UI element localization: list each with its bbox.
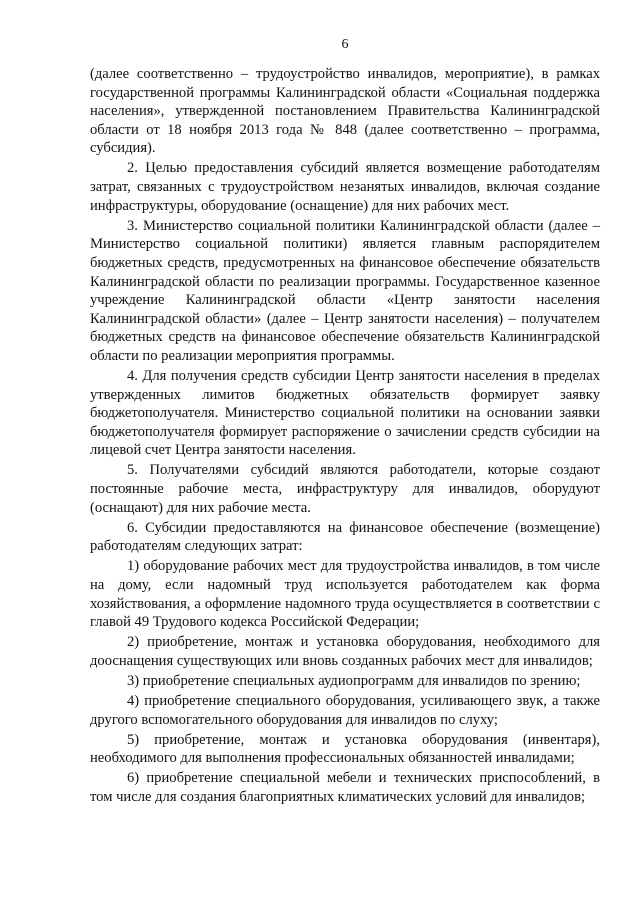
list-item-6: 6) приобретение специальной мебели и технических приспособлений, в том числе для создания благоприятных климатических условий для инвалидов; bbox=[90, 770, 600, 806]
list-item-2: 2) приобретение, монтаж и установка оборудования, необходимого для дооснащения существующих или вновь созданных рабочих мест для инвалидов; bbox=[90, 634, 600, 669]
list-item-3: 3) приобретение специальных аудиопрограмм для инвалидов по зрению; bbox=[127, 673, 581, 689]
document-page bbox=[90, 36, 600, 808]
paragraph-5-recipients: 5. Получателями субсидий являются работодатели, которые создают постоянные рабочие места, инфраструктуру для инвалидов, оборудуют (оснащают) для них рабочие места. bbox=[90, 462, 600, 516]
paragraph-6-costs: 6. Субсидии предоставляются на финансовое обеспечение (возмещение) работодателям следующих затрат: bbox=[90, 519, 600, 555]
list-item-4: 4) приобретение специального оборудования, усиливающего звук, а также другого вспомогательного оборудования для инвалидов по слуху; bbox=[90, 693, 600, 728]
list-item-1: 1) оборудование рабочих мест для трудоустройства инвалидов, в том числе на дому, если надомный труд используется работодателем как форма хозяйствования, а оформление надомного труда осуществляется в соответствии с главой 49 Трудового кодекса Российской Федерации; bbox=[90, 558, 600, 631]
paragraph-4-procedure: 4. Для получения средств субсидии Центр занятости населения в пределах утвержденных лимитов бюджетных обязательств формирует заявку бюджетополучателя. Министерство социальной политики на основании заявки бюджетополучателя формирует распоряжение о зачислении средств субсидии на лицевой счет Центра занятости населения. bbox=[90, 368, 600, 459]
paragraph-2-purpose: 2. Целью предоставления субсидий является возмещение работодателям затрат, связанных с трудоустройством незанятых инвалидов, включая создание инфраструктуры, оборудование (оснащение) для них рабочих мест. bbox=[90, 160, 600, 214]
page-number: 6 bbox=[341, 37, 349, 52]
paragraph-3-ministry: 3. Министерство социальной политики Калининградской области (далее – Министерство социальной политики) является главным распорядителем бюджетных средств, предусмотренных на финансовое обеспечение обязательств Калининградской области по реализации программы. Государственное казенное учреждение Калининградской области «Центр занятости населения Калининградской области» (далее – Центр занятости населения) – получателем бюджетных средств на финансовое обеспечение обязательств Калининградской области по реализации мероприятия программы. bbox=[90, 217, 600, 364]
paragraph-continuation: (далее соответственно – трудоустройство инвалидов, мероприятие), в рамках государственной программы Калининградской области «Социальная поддержка населения», утвержденной постановлением Правительства Калининградской области от 18 ноября 2013 года № 848 (далее соответственно – программа, субсидия). bbox=[90, 66, 600, 157]
list-item-5: 5) приобретение, монтаж и установка оборудования (инвентаря), необходимого для выполнения профессиональных обязанностей инвалидами; bbox=[90, 731, 600, 767]
